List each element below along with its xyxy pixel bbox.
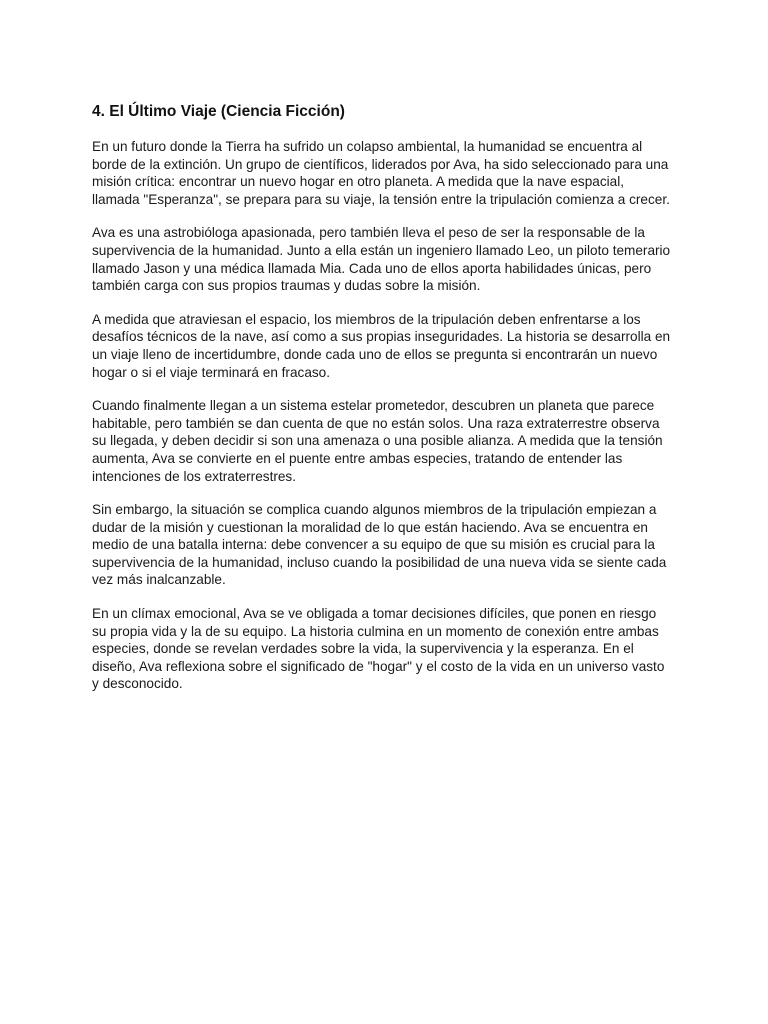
document-title: 4. El Último Viaje (Ciencia Ficción) <box>92 103 345 120</box>
paragraph-2: Ava es una astrobióloga apasionada, pero también lleva el peso de ser la responsable de la supervivencia de la humanidad. Junto a ella están un ingeniero llamado Leo, un piloto temerario llamado Jason y una médica llamada Mia. Cada uno de ellos aporta habilidades únicas, pero también carga con sus propios traumas y dudas sobre la misión. <box>92 225 671 294</box>
paragraph-3: A medida que atraviesan el espacio, los miembros de la tripulación deben enfrentarse a los desafíos técnicos de la nave, así como a sus propias inseguridades. La historia se desarrolla en un viaje lleno de incertidumbre, donde cada uno de ellos se pregunta si encontrarán un nuevo hogar o si el viaje terminará en fracaso. <box>92 311 671 380</box>
paragraph-6: En un clímax emocional, Ava se ve obligada a tomar decisiones difíciles, que ponen en riesgo su propia vida y la de su equipo. La historia culmina en un momento de conexión entre ambas especies, donde se revelan verdades sobre la vida, la supervivencia y la esperanza. En el diseño, Ava reflexiona sobre el significado de "hogar" y el costo de la vida en un universo vasto y desconocido. <box>92 606 665 692</box>
paragraph-5: Sin embargo, la situación se complica cuando algunos miembros de la tripulación empiezan a dudar de la misión y cuestionan la moralidad de lo que están haciendo. Ava se encuentra en medio de una batalla interna: debe convencer a su equipo de que su misión es crucial para la supervivencia de la humanidad, incluso cuando la posibilidad de una nueva vida se siente cada vez más inalcanzable. <box>92 502 667 588</box>
paragraph-4: Cuando finalmente llegan a un sistema estelar prometedor, descubren un planeta que parece habitable, pero también se dan cuenta de que no están solos. Una raza extraterrestre observa su llegada, y deben decidir si son una amenaza o una posible alianza. A medida que la tensión aumenta, Ava se convierte en el puente entre ambas especies, tratando de entender las intenciones de los extraterrestres. <box>92 398 663 484</box>
paragraph-1: En un futuro donde la Tierra ha sufrido un colapso ambiental, la humanidad se encuentra al borde de la extinción. Un grupo de científicos, liderados por Ava, ha sido seleccionado para una misión crítica: encontrar un nuevo hogar en otro planeta. A medida que la nave espacial, llamada "Esperanza", se prepara para su viaje, la tensión entre la tripulación comienza a crecer. <box>92 139 670 207</box>
document-page <box>92 102 674 709</box>
